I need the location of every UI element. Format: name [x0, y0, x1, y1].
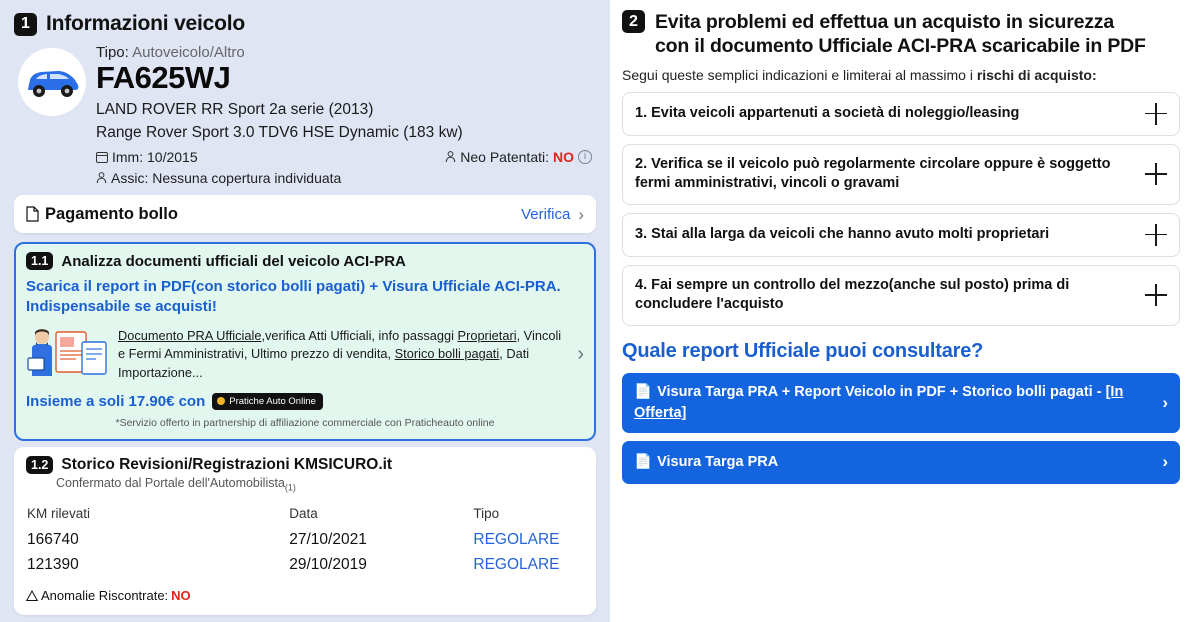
- card-11-title: Analizza documenti ufficiali del veicolo ACI-PRA: [61, 252, 406, 270]
- card-11-description: [118, 327, 565, 383]
- calendar-icon: [96, 151, 108, 163]
- plus-icon[interactable]: [1145, 224, 1167, 246]
- column-header-km: KM rilevati: [27, 506, 91, 522]
- cell-tipo: REGOLARE: [473, 556, 560, 574]
- cell-km: 166740: [27, 531, 79, 549]
- report-option-offer-button[interactable]: [622, 373, 1180, 433]
- report-option-main-text: Visura Targa PRA + Report Veicolo in PDF + Storico bolli pagati -: [657, 384, 1106, 400]
- bollo-payment-row[interactable]: [14, 195, 596, 233]
- neo-patentati-value: NO: [553, 149, 574, 166]
- section-2-title: [655, 10, 1146, 59]
- person-icon: [445, 151, 456, 163]
- section-2-subtitle-text: Segui queste semplici indicazioni e limiterai al massimo i: [622, 66, 977, 83]
- proprietari-link[interactable]: Proprietari: [457, 327, 517, 343]
- plus-icon[interactable]: [1145, 163, 1167, 185]
- report-option-offer-tag: [In Offerta]: [634, 384, 1124, 422]
- cell-data: 29/10/2019: [289, 556, 367, 574]
- accordion-label: 2. Verifica se il veicolo può regolarmente circolare oppure è soggetto fermi amministrativi, vincoli o gravami: [635, 155, 1111, 192]
- card-12-subtitle-text: Confermato dal Portale dell'Automobilista: [56, 475, 285, 490]
- vehicle-model-line-2: Range Rover Sport 3.0 TDV6 HSE Dynamic (183 kw): [96, 123, 463, 141]
- card-12-subtitle-note: (1): [284, 482, 296, 493]
- chevron-right-icon: ›: [1162, 452, 1168, 472]
- chevron-right-icon[interactable]: ›: [577, 343, 584, 366]
- plus-icon[interactable]: [1145, 284, 1167, 306]
- cell-km: 121390: [27, 556, 79, 574]
- card-11-price-text: Insieme a soli 17.90€ con: [26, 392, 206, 410]
- vehicle-meta-row: [96, 149, 596, 165]
- vehicle-type-row: [96, 44, 596, 61]
- card-12-badge: 1.2: [26, 456, 53, 474]
- column-header-tipo: Tipo: [473, 506, 500, 522]
- aci-pra-card[interactable]: [14, 242, 596, 441]
- section-1-title: Informazioni veicolo: [46, 12, 246, 35]
- section-2-subtitle-bold: rischi di acquisto:: [976, 66, 1097, 83]
- anomalies-row: [26, 588, 584, 603]
- section-2-subtitle: [622, 67, 1180, 83]
- section-2-badge: 2: [622, 10, 645, 33]
- bollo-verify-link[interactable]: Verifica: [521, 205, 571, 223]
- table-header-row: [26, 505, 584, 530]
- accordion-item-3[interactable]: [622, 213, 1180, 257]
- neo-patentati: [445, 149, 592, 165]
- anomalies-label: Anomalie Riscontrate:: [41, 588, 169, 604]
- card-11-pitch-line-2: Indispensabile se acquisti!: [26, 298, 217, 316]
- car-icon: [22, 65, 82, 99]
- accordion-label: 3. Stai alla larga da veicoli che hanno avuto molti proprietari: [635, 226, 1050, 243]
- vehicle-summary: [14, 38, 596, 186]
- card-12-subtitle: [56, 476, 584, 493]
- report-option-label: [634, 382, 1152, 424]
- person-icon: [96, 172, 107, 184]
- card-11-text-3: , Dati Importazione...: [118, 346, 530, 380]
- bollo-action-group[interactable]: [521, 206, 584, 223]
- registration-date-text: Imm: 10/2015: [112, 149, 198, 166]
- neo-patentati-label: Neo Patentati:: [460, 149, 549, 166]
- purchase-safety-panel: [610, 0, 1192, 622]
- card-11-pitch: [26, 277, 584, 318]
- card-11-header: [26, 252, 584, 270]
- section-1-header: [14, 12, 596, 36]
- cell-tipo: REGOLARE: [473, 531, 560, 549]
- insurance-text: Assic: Nessuna copertura individuata: [111, 170, 342, 187]
- accordion-item-4[interactable]: [622, 265, 1180, 326]
- revisions-history-card: [14, 447, 596, 616]
- report-option-visura-button[interactable]: [622, 441, 1180, 484]
- card-11-disclaimer: *Servizio offerto in partnership di affiliazione commerciale con Praticheauto online: [115, 416, 495, 429]
- section-1-badge: 1: [14, 13, 37, 36]
- vehicle-model-line-1: LAND ROVER RR Sport 2a serie (2013): [96, 100, 374, 118]
- info-icon[interactable]: i: [578, 150, 592, 164]
- partner-brand-badge: [212, 393, 323, 410]
- documento-pra-link[interactable]: Documento PRA Ufficiale: [118, 327, 262, 343]
- card-11-pitch-line-1: Scarica il report in PDF(con storico bolli pagati) + Visura Ufficiale ACI-PRA.: [26, 278, 561, 296]
- plus-icon[interactable]: [1145, 103, 1167, 125]
- card-12-header: [26, 456, 584, 474]
- document-icon: 📄: [634, 384, 653, 400]
- warning-triangle-icon: [26, 590, 38, 602]
- accordion-label: 1. Evita veicoli appartenuti a società di noleggio/leasing: [635, 104, 1020, 121]
- revisions-table: [26, 505, 584, 580]
- column-header-data: Data: [289, 506, 318, 522]
- storico-bolli-link[interactable]: Storico bolli pagati: [394, 346, 500, 362]
- card-12-title: Storico Revisioni/Registrazioni KMSICURO.it: [61, 455, 393, 473]
- anomalies-value: NO: [171, 588, 191, 604]
- vehicle-type-value: Autoveicolo/Altro: [132, 44, 245, 61]
- license-plate: FA625WJ: [96, 60, 231, 95]
- vehicle-details: [96, 40, 596, 186]
- table-row: [26, 530, 584, 555]
- section-2-title-line-1: Evita problemi ed effettua un acquisto in sicurezza: [655, 11, 1114, 33]
- agent-documents-illustration: [26, 324, 110, 386]
- accordion-item-2[interactable]: [622, 144, 1180, 205]
- report-option-main-text: Visura Targa PRA: [657, 453, 779, 470]
- report-question-title: Quale report Ufficiale puoi consultare?: [622, 340, 984, 362]
- bollo-label: Pagamento bollo: [45, 204, 178, 223]
- column-divider: [610, 0, 618, 622]
- registration-date: [96, 149, 198, 165]
- card-11-text-2: , Vincoli e Fermi Amministrativi, Ultimo prezzo di vendita,: [118, 327, 562, 362]
- chevron-right-icon: ›: [1162, 392, 1168, 412]
- cell-data: 27/10/2021: [289, 531, 367, 549]
- report-option-label: [634, 452, 1152, 473]
- section-2-header: [622, 10, 1180, 59]
- table-row: [26, 555, 584, 580]
- bollo-label-group: [26, 205, 178, 224]
- card-11-text-1: ,verifica Atti Ufficiali, info passaggi: [261, 327, 458, 343]
- card-11-body: [26, 324, 584, 386]
- partner-brand-label: Pratiche Auto Online: [229, 395, 316, 407]
- document-icon: 📄: [634, 453, 653, 470]
- vehicle-type-label: Tipo:: [96, 44, 129, 61]
- accordion-label: 4. Fai sempre un controllo del mezzo(anche sul posto) prima di concludere l'acquisto: [635, 276, 1070, 313]
- car-avatar: [18, 48, 86, 116]
- brand-dot-icon: [217, 397, 225, 405]
- accordion-item-1[interactable]: [622, 92, 1180, 136]
- section-2-title-line-2: con il documento Ufficiale ACI-PRA scaricabile in PDF: [655, 35, 1146, 58]
- chevron-right-icon: ›: [578, 204, 584, 224]
- document-icon: [26, 206, 39, 222]
- card-11-price-row: [26, 393, 584, 410]
- insurance-row: [96, 170, 596, 186]
- card-11-badge: 1.1: [26, 252, 53, 270]
